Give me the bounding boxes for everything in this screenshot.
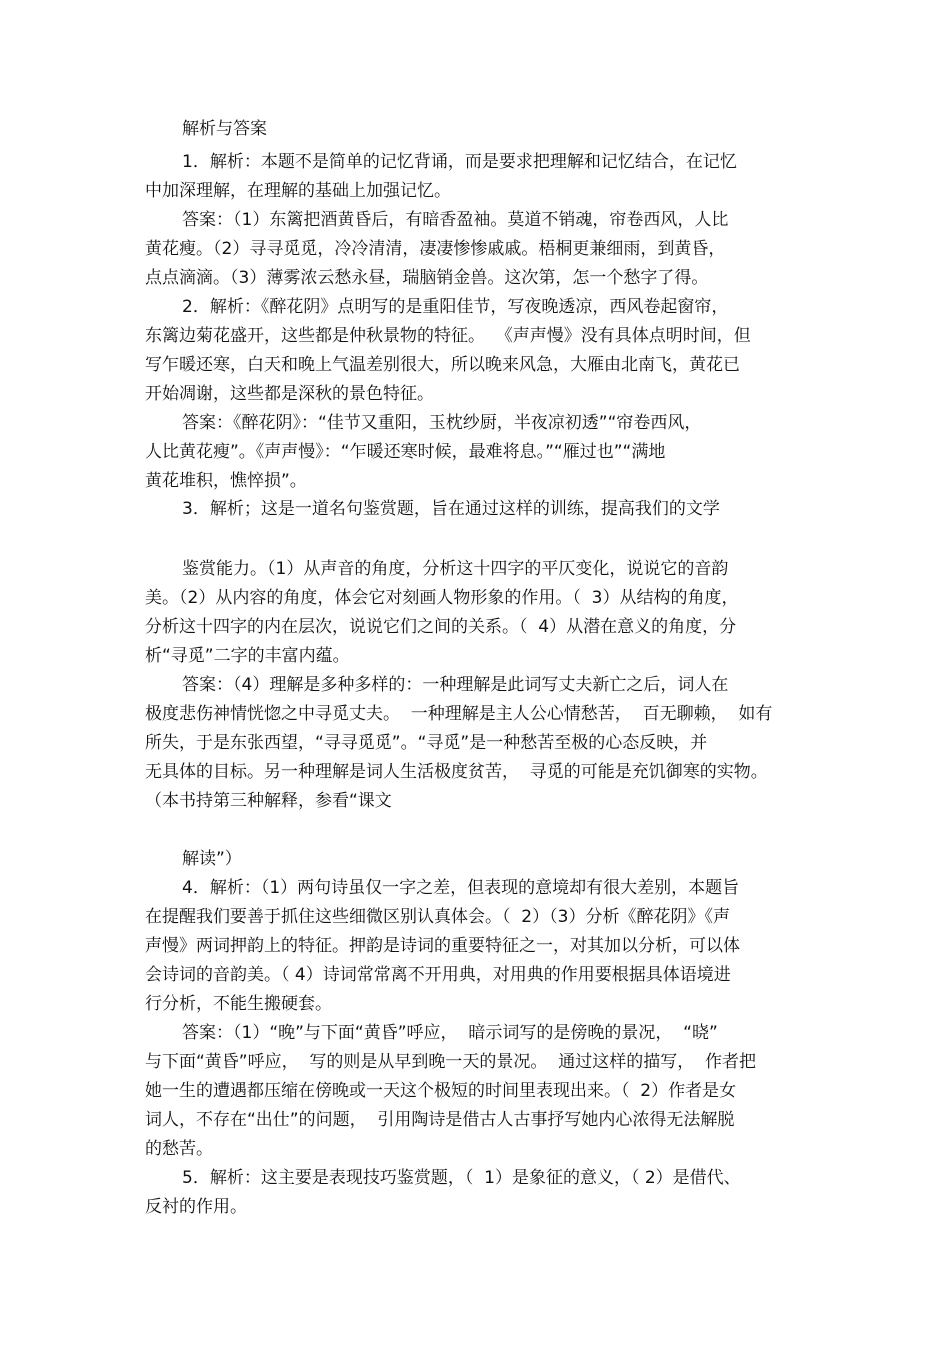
paragraph-line: 3．解析；这是一道名句鉴赏题，旨在通过这样的训练，提高我们的文学 bbox=[182, 499, 720, 519]
paragraph-line: 会诗词的音韵美。（ 4）诗词常常离不开用典，对用典的作用要根据具体语境进 bbox=[145, 965, 731, 985]
paragraph-line: 极度悲伤神情恍惚之中寻觅丈夫。 一种理解是主人公心情愁苦， 百无聊赖， 如有 bbox=[145, 704, 773, 724]
paragraph-line: 所失，于是东张西望，“寻寻觅觅”。“寻觅”是一种愁苦至极的心态反映，并 bbox=[145, 733, 708, 753]
paragraph-line: 在提醒我们要善于抓住这些细微区别认真体会。（ 2）（3）分析《醉花阴》《声 bbox=[145, 907, 730, 927]
paragraph-line: 答案：《醉花阴》：“佳节又重阳，玉枕纱厨，半夜凉初透”“帘卷西风， bbox=[182, 413, 702, 433]
paragraph-line: 1．解析：本题不是简单的记忆背诵，而是要求把理解和记忆结合，在记忆 bbox=[182, 152, 737, 172]
section-heading: 解析与答案 bbox=[182, 119, 267, 139]
paragraph-line: 黄花瘦。（2）寻寻觅觅，冷冷清清，凄凄惨惨戚戚。梧桐更兼细雨，到黄昏， bbox=[145, 239, 726, 259]
paragraph-line: （本书持第三种解释，参看“课文 bbox=[145, 791, 392, 811]
paragraph-line: 东篱边菊花盛开，这些都是仲秋景物的特征。 《声声慢》没有具体点明时间，但 bbox=[145, 326, 751, 346]
paragraph-line: 人比黄花瘦”。《声声慢》：“乍暖还寒时候，最难将息。”“雁过也”“满地 bbox=[145, 442, 666, 462]
paragraph-line: 美。（2）从内容的角度，体会它对刻画人物形象的作用。（ 3）从结构的角度， bbox=[145, 588, 739, 608]
paragraph-line: 行分析，不能生搬硬套。 bbox=[145, 994, 332, 1014]
paragraph-line: 写乍暖还寒，白天和晚上气温差别很大，所以晚来风急，大雁由北南飞，黄花已 bbox=[145, 355, 740, 375]
paragraph-line: 鉴赏能力。（1）从声音的角度，分析这十四字的平仄变化，说说它的音韵 bbox=[182, 559, 729, 579]
paragraph-line: 4．解析：（1）两句诗虽仅一字之差，但表现的意境却有很大差别，本题旨 bbox=[182, 878, 740, 898]
paragraph-line: 开始凋谢，这些都是深秋的景色特征。 bbox=[145, 384, 434, 404]
paragraph-line: 的愁苦。 bbox=[145, 1139, 213, 1159]
paragraph-line: 她一生的遭遇都压缩在傍晚或一天这个极短的时间里表现出来。（ 2）作者是女 bbox=[145, 1081, 737, 1101]
paragraph-line: 反衬的作用。 bbox=[145, 1197, 247, 1217]
paragraph-line: 析“寻觅”二字的丰富内蕴。 bbox=[145, 646, 350, 666]
paragraph-line: 5．解析：这主要是表现技巧鉴赏题，（ 1）是象征的意义，（ 2）是借代、 bbox=[182, 1168, 741, 1188]
paragraph-line: 答案：（1）东篱把酒黄昏后，有暗香盈袖。莫道不销魂，帘卷西风，人比 bbox=[182, 210, 729, 230]
paragraph-line: 点点滴滴。（3）薄雾浓云愁永昼，瑞脑销金兽。这次第，怎一个愁字了得。 bbox=[145, 268, 709, 288]
paragraph-line: 2．解析：《醉花阴》点明写的是重阳佳节，写夜晚透凉，西风卷起窗帘， bbox=[182, 297, 729, 317]
paragraph-line: 声慢》两词押韵上的特征。押韵是诗词的重要特征之一，对其加以分析，可以体 bbox=[145, 936, 740, 956]
paragraph-line: 分析这十四字的内在层次，说说它们之间的关系。（ 4）从潜在意义的角度，分 bbox=[145, 617, 737, 637]
paragraph-line: 答案：（1）“晚”与下面“黄昏”呼应， 暗示词写的是傍晚的景况， “晓” bbox=[182, 1023, 718, 1043]
paragraph-line: 词人，不存在“出仕”的问题， 引用陶诗是借古人古事抒写她内心浓得无法解脱 bbox=[145, 1110, 735, 1130]
paragraph-line: 答案：（4）理解是多种多样的：一种理解是此词写丈夫新亡之后，词人在 bbox=[182, 675, 729, 695]
paragraph-line: 解读”） bbox=[182, 849, 242, 869]
paragraph-line: 黄花堆积，憔悴损”。 bbox=[145, 471, 307, 491]
paragraph-line: 无具体的目标。另一种理解是词人生活极度贫苦， 寻觅的可能是充饥御寒的实物。 bbox=[145, 762, 768, 782]
paragraph-line: 与下面“黄昏”呼应， 写的则是从早到晚一天的景况。 通过这样的描写， 作者把 bbox=[145, 1052, 757, 1072]
paragraph-line: 中加深理解，在理解的基础上加强记忆。 bbox=[145, 181, 451, 201]
